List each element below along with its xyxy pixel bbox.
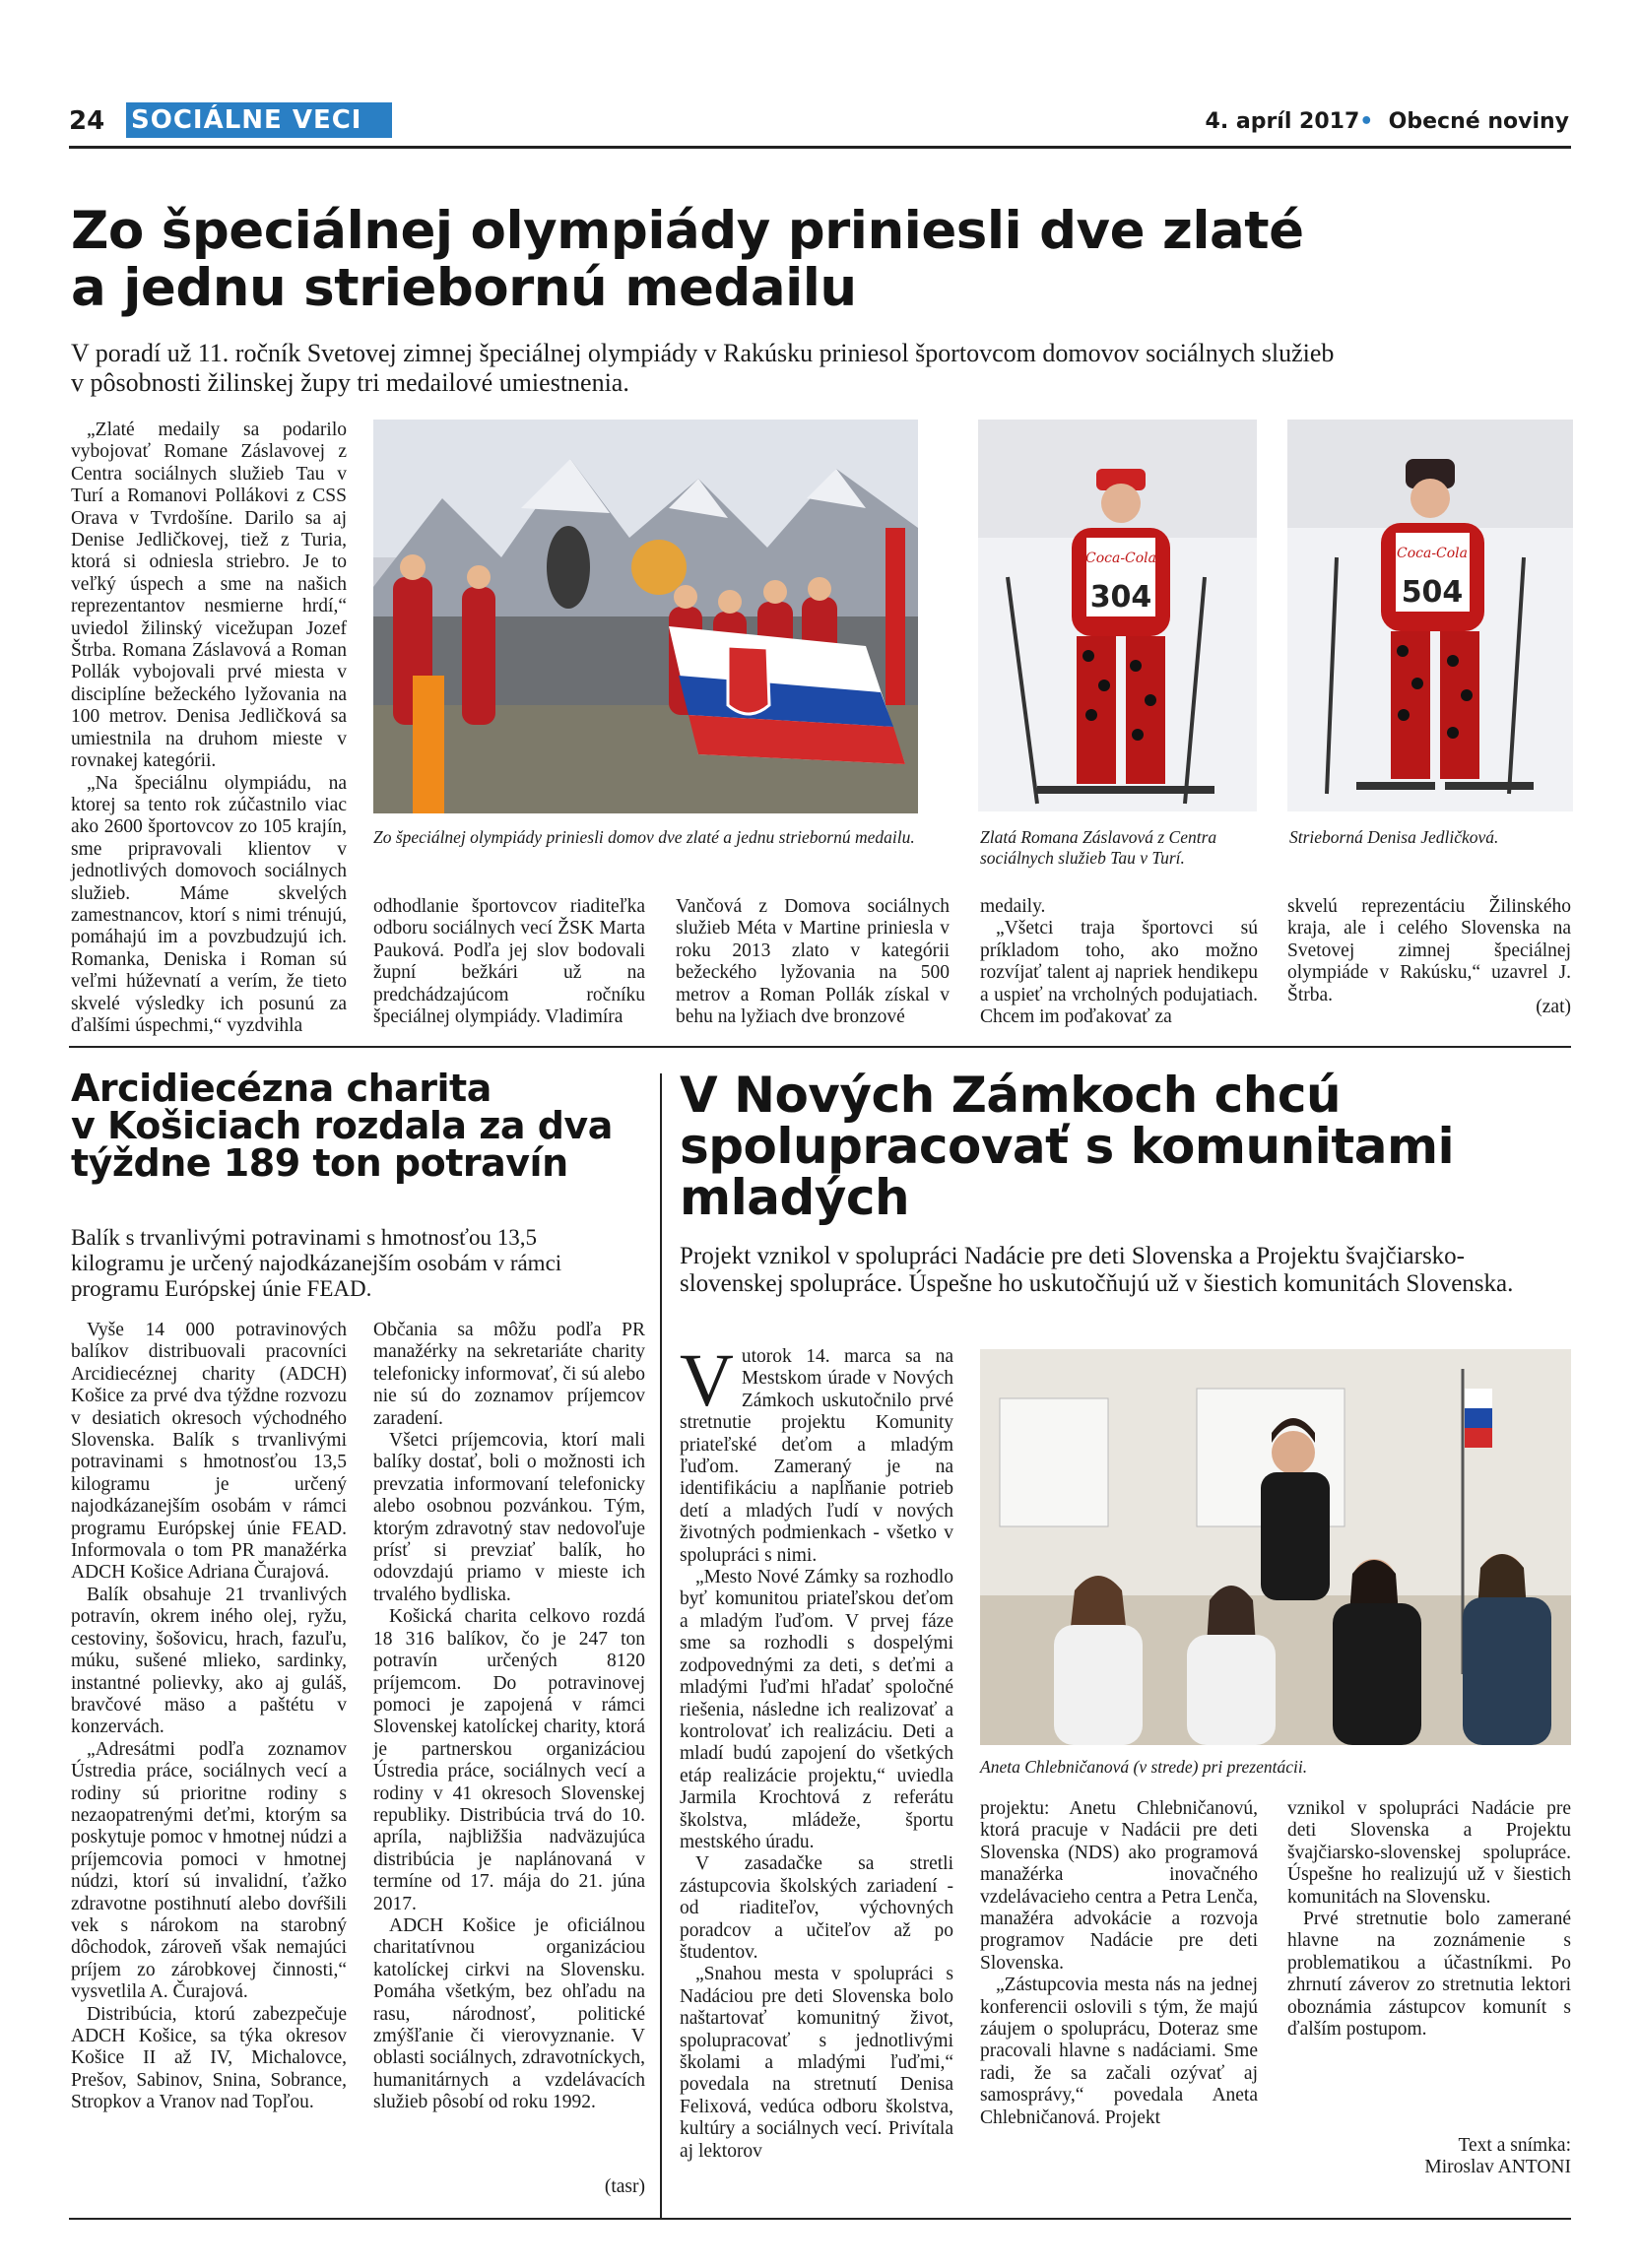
article3-paragraph-text: utorok 14. marca sa na Mestskom úrade v Nových Zámkoch uskutočnilo prvé stretnutie projektu Komunity priateľské deťom a mladým ľuďom. Zameraný je na identifikáciu a napĺňanie potrieb detí a mladých ľudí v nových životných podmienkach - všetko v spolupráci s nimi. — [680, 1346, 953, 1566]
skier2-sponsor: Coca-Cola — [1396, 546, 1469, 561]
article3-column-1 — [680, 1339, 953, 2163]
article1-column-1 — [71, 420, 347, 1037]
article2-paragraph: Balík obsahuje 21 trvanlivých potravín, okrem iného olej, ryžu, cestoviny, šošovicu, hrach, fazuľu, múku, sušené mlieko, sardinky, instantné polievky, ako aj guláš, bravčové mäso a paštétu v konzervách. — [71, 1584, 347, 1738]
section-divider — [69, 1046, 1571, 1048]
article3-paragraph: projektu: Anetu Chlebničanovú, ktorá pracuje v Nadácii pre deti Slovenska (NDS) ako programová manažérka inovačného vzdelávacieho centra a Petra Lenča, manažéra advokácie a rozvoja programov Nadácie pre deti Slovenska. — [980, 1798, 1258, 1974]
article1-paragraph: Vančová z Domova sociálnych služieb Méta v Martine priniesla v roku 2013 zlato v kategórii bežeckého lyžovania na 500 metrov a Roman Pollák získal v behu na lyžiach dve bronzové — [676, 896, 950, 1028]
article2-headline — [71, 1067, 613, 1185]
article1-caption-group: Zo špeciálnej olympiády priniesli domov dve zlaté a jednu striebornú medailu. — [373, 827, 915, 847]
skier1-sponsor: Coca-Cola — [1084, 551, 1157, 566]
article3-credit-line2: Miroslav ANTONI — [1424, 2157, 1571, 2178]
article2-column-1 — [71, 1320, 347, 2114]
page-number: 24 — [69, 106, 105, 136]
article1-headline-line2: a jednu striebornú medailu — [71, 258, 857, 318]
article2-paragraph: Všetci príjemcovia, ktorí mali balíky dostať, boli o možnosti ich prevzatia informovaní telefonicky alebo osobnou pozvánkou. Tým, ktorým zdravotný stav nedovoľuje prísť si prevziať balík, ho odovzdajú priamo v mieste ich trvalého bydliska. — [373, 1430, 645, 1605]
skier1-bib: 304 — [1089, 580, 1152, 615]
article1-lead-line1: V poradí už 11. ročník Svetovej zimnej špeciálnej olympiády v Rakúsku priniesol športovcom domovov sociálnych služieb — [71, 339, 1335, 367]
article1-column-5 — [1287, 896, 1571, 1006]
article2-paragraph: „Adresátmi podľa zoznamov Ústredia práce, sociálnych vecí a rodiny sú prioritne rodiny s nezaopatrenými deťmi, ktorým sa poskytuje pomoc v hmotnej núdzi a príjemcovia pomoci v hmotnej núdzi, ktorí sú invalidní, ťažko zdravotne postihnutí alebo dovŕšili vek s nárokom na starobný dôchodok, zároveň však nemajúci príjem zo zárobkovej činnosti,“ vysvetlila A. Čurajová. — [71, 1738, 347, 2003]
article1-group-photo — [373, 420, 918, 813]
article2-paragraph: Vyše 14 000 potravinových balíkov distribuovali pracovníci Arcidiecéznej charity (ADCH) Košice za prvé dva týždne rozvozu v desiatich okresoch východného Slovenska. Balík s trvanlivými potravinami s hmotnosťou 13,5 kilogramu je určený najodkázanejším osobám v rámci programu Európskej únie FEAD. Informovala o tom PR manažérka ADCH Košice Adriana Čurajová. — [71, 1320, 347, 1584]
article2-paragraph: Distribúcia, ktorú zabezpečuje ADCH Košice, sa týka okresov Košice II až IV, Michalovce, Prešov, Sabinov, Snina, Sobrance, Stropkov a Vranov nad Topľou. — [71, 2003, 347, 2113]
skier2-bib: 504 — [1401, 575, 1464, 610]
article2-headline-line3: týždne 189 ton potravín — [71, 1141, 568, 1185]
article1-lead-line2: v pôsobnosti žilinskej župy tri medailové umiestnenia. — [71, 368, 629, 397]
article3-paragraph: vznikol v spolupráci Nadácie pre deti Slovenska a Projektu švajčiarsko-slovenskej spolupráce. Úspešne ho realizujú už v šiestich komunitách na Slovensku. — [1287, 1798, 1571, 1908]
article1-paragraph: medaily. — [980, 896, 1046, 917]
header-bullet: • — [1359, 109, 1374, 134]
article3-paragraph: „Zástupcovia mesta nás na jednej konferencii oslovili s tým, že majú záujem o spoluprácu, Doteraz sme pracovali hlavne s nadáciami. Sme radi, že sa začali ozývať aj samosprávy,“ povedala Aneta Chlebničanová. Projekt — [980, 1975, 1258, 2128]
article3-paragraph: Prvé stretnutie bolo zamerané hlavne na zoznámenie s problematikou a účastníkmi. Po zhrnutí záverov zo stretnutia lektori oboznámia zástupcov komunít s ďalším postupom. — [1287, 1909, 1571, 2041]
article3-paragraph: „Mesto Nové Zámky sa rozhodlo byť komunitou priateľskou deťom a mladým ľuďom. V prvej fáze sme sa rozhodli s dospelými zodpovednými za deti, s deťmi a mladými ľuďmi hľadať spoločné riešenia, následne ich realizovať a kontrolovať ich realizáciu. Deti a mladí budú zapojení do všetkých etáp realizácie projektu,“ uviedla Jarmila Krochtová z referátu školstva, mládeže, športu mestského úradu. — [680, 1567, 953, 1852]
article1-headline-line1: Zo špeciálnej olympiády priniesli dve zlaté — [71, 201, 1304, 261]
article1-column-3 — [676, 896, 950, 1028]
article1-paragraph: „Zlaté medaily sa podarilo vybojovať Romane Záslavovej z Centra sociálnych služieb Tau v Turí a Romanovi Pollákovi z CSS Orava v Tvrdošíne. Darilo sa aj Denise Jedličkovej, tiež z Turia, ktorá si odniesla striebro. Je to veľký úspech a sme na našich reprezentantov nesmierne hrdí,“ uviedol žilinský vicežupan Jozef Štrba. Romana Záslavová a Roman Pollák vybojovali prvé miesta v disciplíne bežeckého lyžovania na 100 metrov. Denisa Jedličková sa umiestnila na druhom mieste v rovnakej kategórii. — [71, 420, 347, 772]
header-rule — [69, 146, 1571, 149]
article3-credit-line1: Text a snímka: — [1458, 2135, 1571, 2156]
article1-caption-silver: Strieborná Denisa Jedličková. — [1289, 827, 1499, 847]
article3-headline — [680, 1067, 1455, 1226]
article2-column-2 — [373, 1320, 645, 2114]
article2-lead: Balík s trvanlivými potravinami s hmotnosťou 13,5 kilogramu je určený najodkázanejším osobám v rámci programu Európskej únie FEAD. — [71, 1225, 562, 1301]
article2-paragraph: ADCH Košice je oficiálnou charitatívnou organizáciou katolíckej cirkvi na Slovensku. Pomáha všetkým, bez ohľadu na rasu, národnosť, politické zmýšľanie či vierovyznanie. V oblasti sociálnych, zdravotníckych, humanitárnych a vzdelávacích služieb pôsobí od roku 1992. — [373, 1914, 645, 2113]
publication-name: Obecné noviny — [1388, 109, 1569, 134]
header-date-line — [1206, 109, 1569, 134]
article3-column-3 — [1287, 1798, 1571, 2041]
article1-byline: (zat) — [1536, 997, 1571, 1017]
article1-headline — [71, 203, 1304, 317]
article1-column-2 — [373, 896, 645, 1028]
article1-skier-photo-silver — [1287, 420, 1573, 811]
section-title: SOCIÁLNE VECI — [131, 105, 362, 135]
article2-paragraph: Občania sa môžu podľa PR manažérky na sekretariáte charity telefonicky informovať, či sú alebo nie sú do zoznamov príjemcov zaradení. — [373, 1320, 645, 1429]
article3-column-2 — [980, 1798, 1258, 2129]
article3-paragraph: V zasadačke sa stretli zástupcovia školských zariadení - od riaditeľov, výchovných poradcov a učiteľov až po študentov. — [680, 1853, 953, 1963]
article3-lead: Projekt vznikol v spolupráci Nadácie pre deti Slovenska a Projektu švajčiarsko-slovenskej spolupráce. Úspešne ho uskutočňujú už v šiestich komunitách Slovenska. — [680, 1243, 1514, 1297]
article3-presentation-photo — [980, 1349, 1571, 1745]
header-date: 4. apríl 2017 — [1205, 109, 1360, 134]
article3-caption: Aneta Chlebničanová (v strede) pri prezentácii. — [980, 1757, 1308, 1777]
article3-paragraph — [680, 1339, 953, 1567]
article2-headline-line2: v Košiciach rozdala za dva — [71, 1104, 613, 1147]
article1-lead — [71, 339, 1578, 398]
article3-paragraph: „Snahou mesta v spolupráci s Nadáciou pre deti Slovenska bolo naštartovať komunitný život, spolupracovať s jednotlivými školami a mladými ľuďmi,“ povedala na stretnutí Denisa Felixová, vedúca odboru školstva, kultúry a sociálnych vecí. Privítala aj lektorov — [680, 1964, 953, 2162]
article3-headline-line3: mladých — [680, 1169, 910, 1226]
article1-column-4 — [980, 896, 1258, 1028]
article1-paragraph: odhodlanie športovcov riaditeľka odboru sociálnych vecí ŽSK Marta Pauková. Podľa jej slov bodovali župní bežkári už na predchádzajúcom ročníku špeciálnej olympiády. Vladimíra — [373, 896, 645, 1028]
article3-dropcap: V — [680, 1339, 734, 1422]
article3-credit — [1359, 2135, 1571, 2179]
article3-headline-line1: V Nových Zámkoch chcú — [680, 1067, 1342, 1124]
article3-headline-line2: spolupracovať s komunitami — [680, 1118, 1455, 1175]
article1-paragraph: „Na špeciálnu olympiádu, na ktorej sa tento rok zúčastnilo viac ako 2600 športovcov zo 105 krajín, sme pripravovali klientov v jednotlivých domovoch sociálnych služieb. Máme skvelých zamestnancov, ktorí s nimi trénujú, pomáhajú im a povzbudzujú ich. Romanka, Deniska i Roman sú veľmi húževnatí a verím, že tieto skvelé výsledky ich posunú za ďalšími úspechmi,“ vyzdvihla — [71, 772, 347, 1036]
article1-paragraph: „Všetci traja športovci sú príkladom toho, ako možno rozvíjať talent aj napriek hendikepu a uspieť na vrcholných podujatiach. Chcem im poďakovať za — [980, 918, 1258, 1028]
article2-paragraph: Košická charita celkovo rozdá 18 316 balíkov, čo je 247 ton potravín určených 8120 príjemcom. Do potravinovej pomoci je zapojená v rámci Slovenskej katolíckej charity, ktorá je partnerskou organizáciou Ústredia práce, sociálnych vecí a rodiny v 41 okresoch Slovenskej republiky. Distribúcia trvá do 10. apríla, najbližšia nadväzujúca distribúcia je naplánovaná v termíne od 17. mája do 21. júna 2017. — [373, 1606, 645, 1914]
article1-skier-photo-gold — [978, 420, 1257, 811]
article2-headline-line1: Arcidiecézna charita — [71, 1067, 492, 1110]
column-divider — [660, 1073, 662, 2218]
footer-rule — [69, 2218, 1571, 2220]
article1-paragraph: skvelú reprezentáciu Žilinského kraja, ale i celého Slovenska na Svetovej zimnej špeciálnej olympiáde v Rakúsku,“ uzavrel J. Štrba. — [1287, 896, 1571, 1005]
article2-byline: (tasr) — [604, 2176, 645, 2197]
article1-caption-gold: Zlatá Romana Záslavová z Centra sociálnych služieb Tau v Turí. — [980, 827, 1217, 868]
